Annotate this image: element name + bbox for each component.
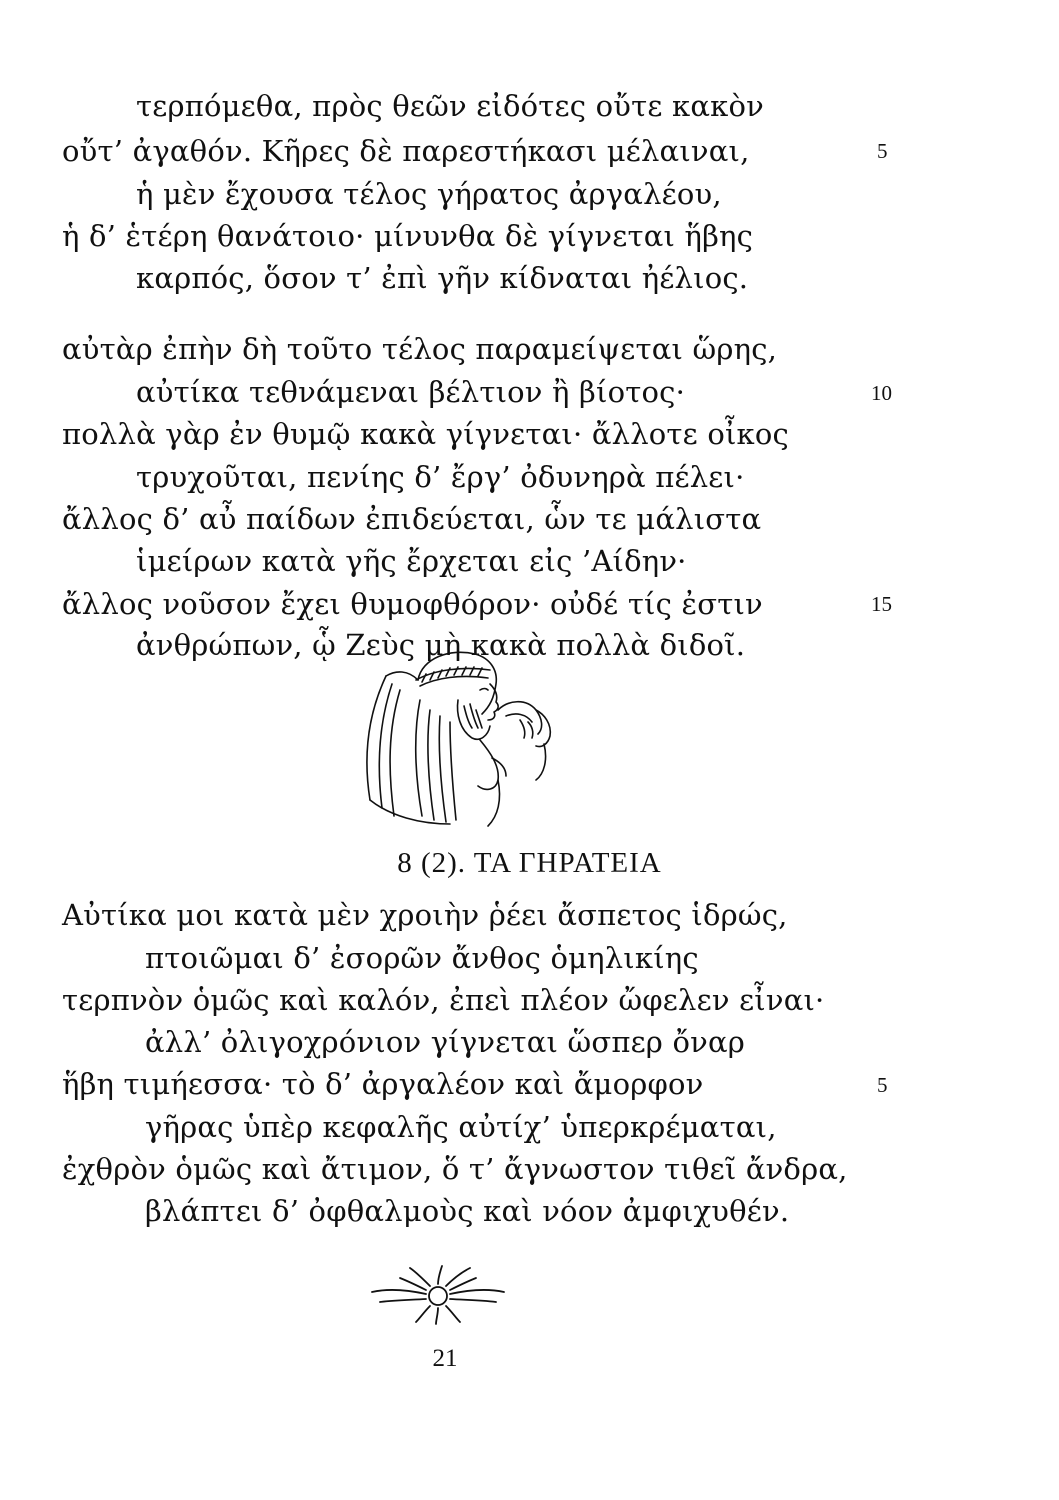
verse-line: ἥβη τιμήεσσα· τὸ δ’ ἀργαλέον καὶ ἄμορφον (62, 1067, 704, 1101)
verse-line: ἡ δ’ ἑτέρη θανάτοιο· μίνυνθα δὲ γίγνεται ἥβης (62, 219, 754, 253)
verse-line: οὔτ’ ἀγαθόν. Κῆρες δὲ παρεστήκασι μέλαιναι, (62, 134, 750, 168)
verse-line: καρπός, ὅσον τ’ ἐπὶ γῆν κίδναται ἠέλιος. (136, 261, 749, 295)
verse-line: γῆρας ὑπὲρ κεφαλῆς αὐτίχ’ ὑπερκρέμαται, (145, 1110, 777, 1144)
verse-line: αὐτὰρ ἐπὴν δὴ τοῦτο τέλος παραμείψεται ὥρης, (62, 332, 778, 366)
line-number: 5 (877, 139, 888, 163)
line-number: 15 (871, 592, 892, 616)
page-number: 21 (432, 1345, 458, 1372)
line-number: 5 (877, 1073, 888, 1097)
verse-line: ἀλλ’ ὀλιγοχρόνιον γίγνεται ὥσπερ ὄναρ (145, 1025, 745, 1059)
verse-line: τερπόμεθα, πρὸς θεῶν εἰδότες οὔτε κακὸν (136, 89, 764, 123)
poem-title: 8 (2). ΤΑ ΓΗΡΑΤΕΙΑ (397, 847, 662, 879)
verse-line: αὐτίκα τεθνάμεναι βέλτιον ἢ βίοτος· (136, 375, 686, 409)
verse-line: ἐχθρὸν ὁμῶς καὶ ἄτιμον, ὅ τ’ ἄγνωστον τιθεῖ ἄνδρα, (62, 1152, 848, 1186)
verse-line: ἱμείρων κατὰ γῆς ἔρχεται εἰς ’Αίδην· (136, 544, 687, 578)
verse-line: ἄλλος νοῦσον ἔχει θυμοφθόρον· οὐδέ τίς ἐστιν (62, 587, 763, 621)
verse-line: βλάπτει δ’ ὀφθαλμοὺς καὶ νόον ἀμφιχυθέν. (145, 1194, 790, 1228)
verse-line: τερπνὸν ὁμῶς καὶ καλόν, ἐπεὶ πλέον ὤφελεν εἶναι· (62, 983, 825, 1017)
verse-line: Αὐτίκα μοι κατὰ μὲν χροιὴν ῥέει ἄσπετος ἱδρώς, (62, 898, 788, 932)
lyre-player-vase-drawing-icon (330, 640, 570, 830)
line-number: 10 (871, 381, 892, 405)
verse-line: ἄλλος δ’ αὖ παίδων ἐπιδεύεται, ὧν τε μάλιστα (62, 502, 762, 536)
verse-line: ἡ μὲν ἔχουσα τέλος γήρατος ἀργαλέου, (136, 177, 722, 211)
verse-line: ἀνθρώπων, ᾧ Ζεὺς μὴ κακὰ πολλὰ διδοῖ. (136, 628, 746, 662)
verse-line: πτοιῶμαι δ’ ἐσορῶν ἄνθος ὁμηλικίης (145, 941, 699, 975)
verse-line: πολλὰ γὰρ ἐν θυμῷ κακὰ γίγνεται· ἄλλοτε οἶκος (62, 417, 789, 451)
sun-ornament-icon (370, 1262, 506, 1326)
verse-line: τρυχοῦται, πενίης δ’ ἔργ’ ὀδυνηρὰ πέλει· (136, 460, 745, 494)
